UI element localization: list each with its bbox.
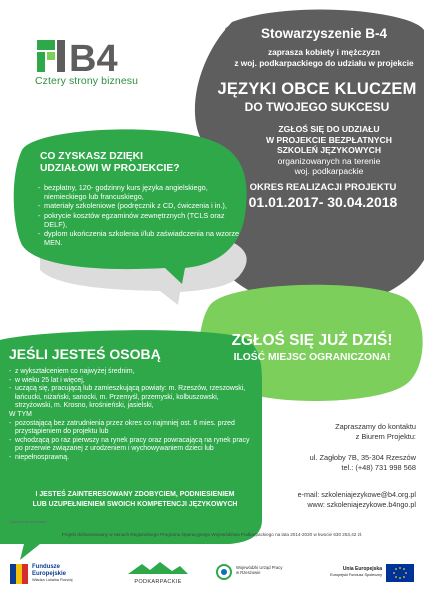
signup-line-3: SZKOLEŃ JĘZYKOWYCH [276, 145, 382, 155]
eligibility-item: - niepełnosprawną. [9, 454, 253, 463]
project-title: JĘZYKI OBCE KLUCZEM [217, 80, 417, 98]
logo-tagline: Cztery strony biznesu [35, 75, 139, 87]
period-dates: 01.01.2017- 30.04.2018 [248, 194, 398, 210]
contact-intro-2: z Biurem Projektu: [355, 431, 416, 441]
eligibility-item: - w wieku 25 lat i więcej, [9, 377, 253, 386]
eligibility-item: - pozostającą bez zatrudnienia przez okres co najmniej ost. 6 mies. przed przystąpieniem do projektu lub [9, 420, 253, 437]
organized-line-2: woj. podkarpackie [294, 166, 364, 176]
eligibility-list [9, 368, 253, 411]
eligibility-item: - z wykształceniem co najwyżej średnim, [9, 368, 253, 377]
eligibility-closing: I JESTEŚ ZAINTERESOWANY ZDOBYCIEM, PODNIESIENIEM LUB UZUPEŁNIENIEM SWOICH KOMPETENCJI JĘZYKOWYCH [32, 491, 238, 508]
signup-line-2: W PROJEKCIE BEZPŁATNYCH [266, 134, 392, 145]
podkarpackie-logo: PODKARPACKIE [118, 560, 198, 588]
invite-text: zaprasza kobiety i mężczyzn z woj. podkarpackiego do udziału w projekcie [234, 47, 414, 68]
contact-email-link[interactable]: e-mail: szkoleniajezykowe@b4.org.pl [297, 490, 416, 499]
benefit-item: - bezpłatny, 120- godzinny kurs języka angielskiego, niemieckiego lub francuskiego, [38, 183, 244, 201]
podkarpackie-mountains-icon [128, 560, 188, 574]
fe-flag-icon [10, 564, 28, 584]
period-label: OKRES REALIZACJI PROJEKTU [249, 182, 397, 193]
w-tym-label: W TYM [9, 410, 32, 418]
eu-logo: Unia Europejska Europejski Fundusz Społeczny [310, 562, 416, 586]
organized-line-1: organizowanych na terenie [277, 155, 381, 166]
b4-logo-mark [37, 36, 147, 76]
contact-address: ul. Zagłoby 7B, 35-304 Rzeszów [309, 453, 416, 463]
fundusze-europejskie-logo: Fundusze Europejskie Władza Lokalna Rozwój [10, 562, 100, 586]
project-subtitle: DO TWOJEGO SUKCESU [244, 100, 390, 114]
eligibility-item: - uczącą się, pracującą lub zamieszkującą powiaty: m. Rzeszów, rzeszowski, łańcucki, niżański, sanocki, m. Przemyśl, przemyski, kolbuszowski, strzyżowski, m. Krosno, krośnieński, jasielski, [9, 385, 253, 411]
cta-line-2: ILOŚĆ MIEJSC OGRANICZONA! [233, 352, 391, 363]
accent-dot [225, 27, 231, 33]
cofinance-note: Projekt dofinansowany w ramach Regionalnego Programu Operacyjnego Województwa Podkarpackiego na lata 2014-2020 w kwocie 630 253,42 zł. [61, 532, 363, 537]
eligibility-heading: JEŚLI JESTEŚ OSOBĄ [9, 346, 161, 362]
contact-phone: tel.: (+48) 731 998 568 [341, 462, 416, 472]
benefit-item: - pokrycie kosztów egzaminów zewnętrznych (TCLS oraz DELF), [38, 211, 244, 229]
cta-line-1: ZGŁOŚ SIĘ JUŻ DZIŚ! [231, 332, 393, 349]
signup-line-1: ZGŁOŚ SIĘ DO UDZIAŁU [278, 124, 380, 134]
distribution-note: Dystrybucja bezpłatna [9, 520, 47, 524]
contact-intro-1: Zapraszamy do kontaktu [335, 422, 416, 431]
eu-flag-icon [386, 564, 414, 582]
wup-logo: Wojewódzki Urząd Pracy w Rzeszowie [216, 562, 296, 586]
eligibility-item: - wchodzącą po raz pierwszy na rynek pracy oraz powracającą na rynek pracy po przerwie związanej z urodzeniem i wychowywaniem dzieci lub [9, 437, 253, 454]
benefit-item: - dyplom ukończenia szkolenia i/lub zaświadczenia na wzorze MEN. [38, 229, 244, 247]
contact-www-link[interactable]: www: szkoleniajezykowe.b4ngo.pl [307, 500, 416, 509]
funding-logos [10, 556, 416, 590]
org-name: Stowarzyszenie B-4 [260, 26, 388, 41]
benefit-item: - materiały szkoleniowe (podręcznik z CD, ćwiczenia i in.), [38, 201, 244, 210]
svg-text:B4: B4 [69, 38, 118, 76]
eligibility-list-2 [9, 420, 253, 463]
contact-block [264, 422, 416, 472]
benefits-list [38, 183, 244, 247]
benefits-heading: CO ZYSKASZ DZIĘKI UDZIAŁOWI W PROJEKCIE? [40, 151, 180, 174]
wup-swirl-icon [216, 564, 232, 580]
